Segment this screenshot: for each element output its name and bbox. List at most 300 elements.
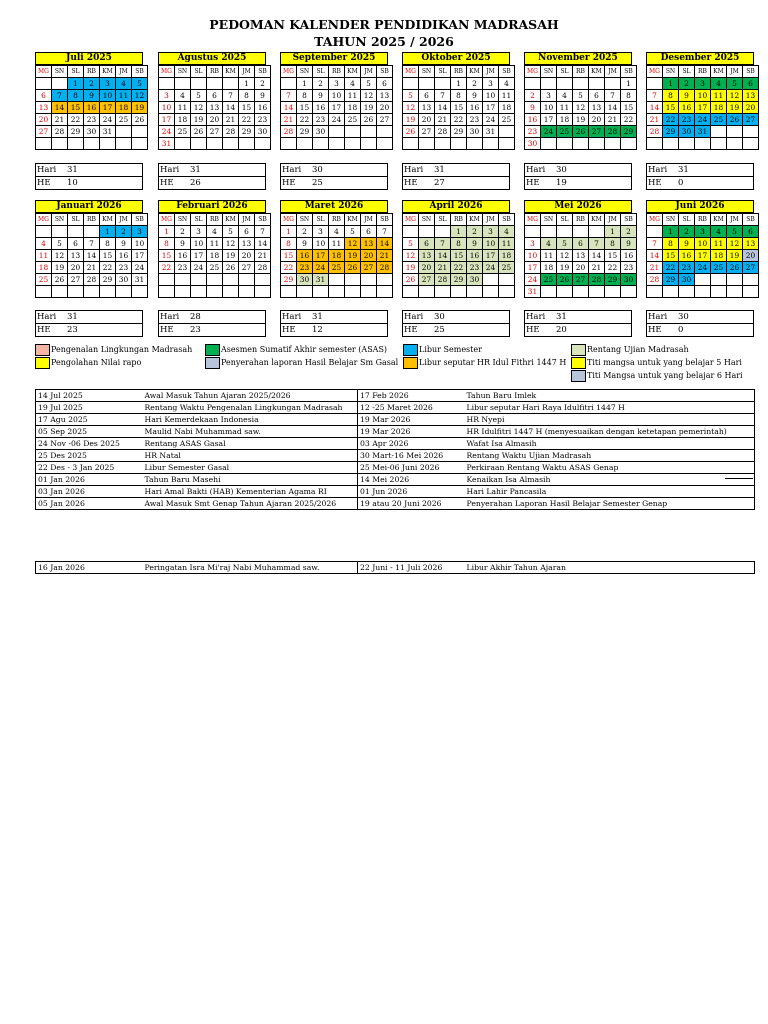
weekday-header: RB xyxy=(573,214,589,226)
day-cell: 15 xyxy=(451,250,467,262)
day-cell xyxy=(605,138,621,150)
event-desc: Awal Masuk Smt Genap Tahun Ajaran 2025/2026 xyxy=(143,498,358,510)
day-cell xyxy=(159,78,175,90)
month-table xyxy=(280,65,393,150)
day-cell: 30 xyxy=(84,126,100,138)
summary-label: Hari xyxy=(648,165,668,175)
day-cell xyxy=(345,138,361,150)
day-cell: 5 xyxy=(727,226,743,238)
summary-value: 12 xyxy=(312,325,323,335)
month-title: September 2025 xyxy=(280,52,388,65)
day-cell: 10 xyxy=(159,102,175,114)
day-cell: 5 xyxy=(557,238,573,250)
day-cell: 26 xyxy=(361,114,377,126)
event-desc: Wafat Isa Almasih xyxy=(465,438,755,450)
day-cell: 18 xyxy=(557,114,573,126)
day-cell xyxy=(255,274,271,286)
day-cell: 6 xyxy=(573,238,589,250)
day-cell: 3 xyxy=(159,90,175,102)
event-date: 19 Mar 2026 xyxy=(358,426,465,438)
weekday-header: JM xyxy=(483,214,499,226)
day-cell: 3 xyxy=(313,226,329,238)
weekday-header: SN xyxy=(663,214,679,226)
month-table xyxy=(402,213,515,298)
event-desc: Maulid Nabi Muhammad saw. xyxy=(143,426,358,438)
day-cell: 5 xyxy=(191,90,207,102)
day-cell: 29 xyxy=(281,274,297,286)
day-cell: 6 xyxy=(419,238,435,250)
day-cell: 5 xyxy=(403,238,419,250)
day-cell: 22 xyxy=(663,114,679,126)
day-cell: 5 xyxy=(361,78,377,90)
day-cell: 23 xyxy=(116,262,132,274)
day-cell: 29 xyxy=(451,126,467,138)
day-cell: 1 xyxy=(605,226,621,238)
day-cell xyxy=(68,226,84,238)
summary-label: Hari xyxy=(282,312,302,322)
day-cell: 6 xyxy=(743,78,759,90)
day-cell: 24 xyxy=(695,114,711,126)
summary-value: 0 xyxy=(678,178,684,188)
day-cell: 22 xyxy=(159,262,175,274)
day-cell: 8 xyxy=(451,238,467,250)
event-date: 19 atau 20 Juni 2026 xyxy=(358,498,465,510)
weekday-header: MG xyxy=(36,214,52,226)
day-cell: 22 xyxy=(621,114,637,126)
month-table xyxy=(646,213,759,298)
weekday-header: SL xyxy=(313,214,329,226)
summary-days-row xyxy=(402,163,510,177)
event-date: 17 Feb 2026 xyxy=(358,390,465,402)
month-table xyxy=(280,213,393,298)
day-cell xyxy=(573,226,589,238)
day-cell: 7 xyxy=(435,90,451,102)
day-cell xyxy=(541,138,557,150)
day-cell: 19 xyxy=(361,102,377,114)
day-cell xyxy=(403,286,419,298)
day-cell: 6 xyxy=(239,226,255,238)
month-table xyxy=(402,65,515,150)
day-cell xyxy=(132,126,148,138)
title-line-2: TAHUN 2025 / 2026 xyxy=(314,34,454,49)
weekday-header: KM xyxy=(467,214,483,226)
day-cell: 20 xyxy=(419,114,435,126)
day-cell: 27 xyxy=(743,114,759,126)
event-desc: Kenaikan Isa Almasih xyxy=(465,474,755,486)
event-desc: Tahun Baru Imlek xyxy=(465,390,755,402)
legend-label: Pengenalan Lingkungan Madrasah xyxy=(51,345,193,354)
day-cell: 5 xyxy=(223,226,239,238)
day-cell: 8 xyxy=(281,238,297,250)
day-cell: 27 xyxy=(419,274,435,286)
summary-label: HE xyxy=(37,178,51,188)
day-cell: 7 xyxy=(647,238,663,250)
day-cell: 28 xyxy=(281,126,297,138)
legend xyxy=(35,344,755,384)
day-cell xyxy=(132,138,148,150)
day-cell: 14 xyxy=(589,250,605,262)
day-cell: 25 xyxy=(557,126,573,138)
day-cell xyxy=(727,126,743,138)
summary-value: 0 xyxy=(678,325,684,335)
day-cell: 7 xyxy=(223,90,239,102)
event-date: 03 Apr 2026 xyxy=(358,438,465,450)
day-cell: 9 xyxy=(525,102,541,114)
day-cell: 11 xyxy=(711,90,727,102)
day-cell: 12 xyxy=(345,238,361,250)
day-cell xyxy=(239,286,255,298)
day-cell: 24 xyxy=(100,114,116,126)
day-cell: 14 xyxy=(435,250,451,262)
legend-label: Libur Semester xyxy=(419,345,482,354)
day-cell: 3 xyxy=(541,90,557,102)
day-cell: 22 xyxy=(605,262,621,274)
day-cell xyxy=(589,286,605,298)
day-cell: 20 xyxy=(68,262,84,274)
day-cell: 16 xyxy=(255,102,271,114)
summary-days-row xyxy=(524,163,632,177)
day-cell: 1 xyxy=(239,78,255,90)
day-cell: 30 xyxy=(621,274,637,286)
day-cell xyxy=(727,274,743,286)
day-cell xyxy=(345,274,361,286)
day-cell: 8 xyxy=(297,90,313,102)
day-cell: 15 xyxy=(621,102,637,114)
day-cell: 9 xyxy=(621,238,637,250)
summary-value: 31 xyxy=(190,165,201,175)
day-cell: 29 xyxy=(239,126,255,138)
day-cell: 15 xyxy=(451,102,467,114)
weekday-header: RB xyxy=(695,214,711,226)
day-cell: 20 xyxy=(419,262,435,274)
day-cell xyxy=(541,286,557,298)
month-summary xyxy=(280,310,388,337)
day-cell: 11 xyxy=(345,90,361,102)
day-cell: 4 xyxy=(499,226,515,238)
month-table xyxy=(35,65,148,150)
day-cell: 4 xyxy=(36,238,52,250)
day-cell: 10 xyxy=(483,238,499,250)
legend-swatch xyxy=(571,357,586,369)
day-cell xyxy=(647,286,663,298)
day-cell: 16 xyxy=(467,102,483,114)
day-cell: 15 xyxy=(159,250,175,262)
weekday-header: RB xyxy=(451,214,467,226)
legend-swatch xyxy=(403,344,418,356)
day-cell: 14 xyxy=(281,102,297,114)
day-cell xyxy=(499,126,515,138)
day-cell xyxy=(68,286,84,298)
event-date: 01 Jan 2026 xyxy=(36,474,143,486)
day-cell: 26 xyxy=(191,126,207,138)
day-cell: 10 xyxy=(329,90,345,102)
weekday-header: SL xyxy=(68,66,84,78)
day-cell: 1 xyxy=(159,226,175,238)
weekday-header: SN xyxy=(663,66,679,78)
day-cell: 27 xyxy=(68,274,84,286)
day-cell: 19 xyxy=(403,114,419,126)
event-date: 16 Jan 2026 xyxy=(36,562,143,574)
day-cell: 29 xyxy=(68,126,84,138)
day-cell xyxy=(52,78,68,90)
weekday-header: JM xyxy=(605,214,621,226)
day-cell: 28 xyxy=(223,126,239,138)
event-date: 19 Mar 2026 xyxy=(358,414,465,426)
month-summary xyxy=(402,310,510,337)
legend-swatch xyxy=(35,344,50,356)
month-title: Agustus 2025 xyxy=(158,52,266,65)
day-cell: 5 xyxy=(52,238,68,250)
day-cell: 8 xyxy=(68,90,84,102)
event-desc: HR Natal xyxy=(143,450,358,462)
day-cell: 3 xyxy=(191,226,207,238)
event-row xyxy=(36,438,755,450)
day-cell: 7 xyxy=(377,226,393,238)
day-cell: 26 xyxy=(557,274,573,286)
day-cell: 2 xyxy=(679,226,695,238)
weekday-header: MG xyxy=(647,214,663,226)
day-cell: 17 xyxy=(525,262,541,274)
day-cell: 25 xyxy=(329,262,345,274)
weekday-header: SB xyxy=(377,66,393,78)
day-cell xyxy=(329,274,345,286)
day-cell: 12 xyxy=(132,90,148,102)
day-cell xyxy=(483,138,499,150)
day-cell: 10 xyxy=(695,238,711,250)
summary-value: 31 xyxy=(556,312,567,322)
day-cell: 19 xyxy=(223,250,239,262)
month-summary xyxy=(646,310,754,337)
event-desc: Peringatan Isra Mi'raj Nabi Muhammad saw. xyxy=(143,562,358,574)
day-cell xyxy=(605,286,621,298)
day-cell: 19 xyxy=(573,114,589,126)
day-cell: 2 xyxy=(679,78,695,90)
day-cell: 18 xyxy=(711,102,727,114)
event-row xyxy=(36,414,755,426)
month-table xyxy=(646,65,759,150)
day-cell: 23 xyxy=(679,262,695,274)
legend-swatch xyxy=(571,344,586,356)
day-cell: 30 xyxy=(467,126,483,138)
month-title: Oktober 2025 xyxy=(402,52,510,65)
day-cell: 18 xyxy=(499,102,515,114)
day-cell: 12 xyxy=(573,102,589,114)
day-cell: 28 xyxy=(647,274,663,286)
day-cell: 26 xyxy=(132,114,148,126)
day-cell: 2 xyxy=(84,78,100,90)
month-title: Januari 2026 xyxy=(35,200,143,213)
day-cell: 9 xyxy=(679,90,695,102)
day-cell xyxy=(36,78,52,90)
day-cell: 7 xyxy=(52,90,68,102)
day-cell: 28 xyxy=(435,126,451,138)
day-cell xyxy=(329,126,345,138)
day-cell xyxy=(483,286,499,298)
day-cell: 31 xyxy=(100,126,116,138)
day-cell: 24 xyxy=(695,262,711,274)
summary-label: Hari xyxy=(404,312,424,322)
day-cell: 20 xyxy=(361,250,377,262)
summary-value: 28 xyxy=(190,312,201,322)
weekday-header: RB xyxy=(207,66,223,78)
day-cell: 8 xyxy=(159,238,175,250)
summary-days-row xyxy=(280,163,388,177)
day-cell xyxy=(52,286,68,298)
day-cell xyxy=(175,274,191,286)
summary-days-row xyxy=(646,310,754,324)
event-row xyxy=(36,562,755,574)
weekday-header: JM xyxy=(727,214,743,226)
day-cell xyxy=(403,226,419,238)
event-desc: Libur Akhir Tahun Ajaran xyxy=(465,562,755,574)
day-cell: 23 xyxy=(255,114,271,126)
day-cell: 5 xyxy=(132,78,148,90)
day-cell xyxy=(191,286,207,298)
day-cell xyxy=(255,138,271,150)
legend-swatch xyxy=(403,357,418,369)
weekday-header: RB xyxy=(329,214,345,226)
day-cell: 31 xyxy=(132,274,148,286)
day-cell: 12 xyxy=(727,238,743,250)
summary-value: 31 xyxy=(67,312,78,322)
weekday-header: SL xyxy=(679,214,695,226)
summary-value: 19 xyxy=(556,178,567,188)
summary-days-row xyxy=(280,310,388,324)
legend-swatch xyxy=(571,370,586,382)
day-cell: 31 xyxy=(483,126,499,138)
day-cell xyxy=(605,78,621,90)
day-cell xyxy=(377,274,393,286)
day-cell: 16 xyxy=(679,102,695,114)
day-cell: 28 xyxy=(377,262,393,274)
summary-label: HE xyxy=(404,178,418,188)
summary-days-row xyxy=(35,163,143,177)
day-cell: 23 xyxy=(297,262,313,274)
day-cell: 1 xyxy=(100,226,116,238)
weekday-header: RB xyxy=(207,214,223,226)
month-table xyxy=(524,213,637,298)
legend-label: Pengolahan Nilai rapo xyxy=(51,358,142,367)
day-cell: 1 xyxy=(451,78,467,90)
weekday-header: JM xyxy=(239,66,255,78)
day-cell: 11 xyxy=(557,102,573,114)
day-cell: 6 xyxy=(377,78,393,90)
day-cell: 27 xyxy=(573,274,589,286)
day-cell: 21 xyxy=(589,262,605,274)
day-cell xyxy=(403,78,419,90)
day-cell xyxy=(589,226,605,238)
day-cell xyxy=(377,138,393,150)
legend-label: Rentang Ujian Madrasah xyxy=(587,345,689,354)
summary-value: 23 xyxy=(67,325,78,335)
day-cell: 3 xyxy=(483,226,499,238)
day-cell: 14 xyxy=(377,238,393,250)
weekday-header: SB xyxy=(377,214,393,226)
day-cell: 15 xyxy=(297,102,313,114)
weekday-header: SN xyxy=(297,214,313,226)
day-cell xyxy=(239,274,255,286)
day-cell: 4 xyxy=(207,226,223,238)
day-cell: 19 xyxy=(727,102,743,114)
day-cell: 29 xyxy=(451,274,467,286)
day-cell xyxy=(207,286,223,298)
month-calendar xyxy=(646,200,754,298)
day-cell: 27 xyxy=(377,114,393,126)
day-cell: 15 xyxy=(605,250,621,262)
summary-effective-row xyxy=(158,324,266,337)
day-cell: 4 xyxy=(557,90,573,102)
day-cell xyxy=(727,138,743,150)
day-cell: 6 xyxy=(589,90,605,102)
day-cell: 28 xyxy=(435,274,451,286)
day-cell: 24 xyxy=(159,126,175,138)
day-cell: 23 xyxy=(175,262,191,274)
day-cell: 9 xyxy=(84,90,100,102)
day-cell xyxy=(223,78,239,90)
day-cell: 21 xyxy=(435,114,451,126)
summary-value: 31 xyxy=(312,312,323,322)
day-cell: 11 xyxy=(36,250,52,262)
event-desc: HR Nyepi xyxy=(465,414,755,426)
day-cell xyxy=(525,226,541,238)
day-cell xyxy=(207,274,223,286)
day-cell: 26 xyxy=(403,126,419,138)
summary-value: 30 xyxy=(434,312,445,322)
day-cell: 23 xyxy=(467,114,483,126)
summary-value: 30 xyxy=(312,165,323,175)
summary-label: Hari xyxy=(160,312,180,322)
month-calendar xyxy=(35,52,143,150)
day-cell: 25 xyxy=(541,274,557,286)
day-cell: 3 xyxy=(483,78,499,90)
day-cell: 19 xyxy=(52,262,68,274)
day-cell: 12 xyxy=(727,90,743,102)
day-cell: 18 xyxy=(36,262,52,274)
summary-days-row xyxy=(524,310,632,324)
day-cell: 26 xyxy=(727,114,743,126)
weekday-header: SB xyxy=(255,214,271,226)
month-title: Maret 2026 xyxy=(280,200,388,213)
day-cell: 1 xyxy=(663,78,679,90)
day-cell: 27 xyxy=(361,262,377,274)
day-cell: 15 xyxy=(100,250,116,262)
event-date: 01 Jun 2026 xyxy=(358,486,465,498)
day-cell: 8 xyxy=(663,238,679,250)
day-cell: 22 xyxy=(100,262,116,274)
day-cell: 22 xyxy=(451,262,467,274)
day-cell: 18 xyxy=(499,250,515,262)
day-cell xyxy=(361,126,377,138)
day-cell xyxy=(483,274,499,286)
events-table xyxy=(35,389,755,510)
day-cell: 18 xyxy=(711,250,727,262)
day-cell: 13 xyxy=(743,90,759,102)
day-cell: 9 xyxy=(679,238,695,250)
day-cell xyxy=(36,286,52,298)
day-cell: 9 xyxy=(116,238,132,250)
day-cell: 21 xyxy=(647,262,663,274)
day-cell: 30 xyxy=(679,126,695,138)
day-cell xyxy=(573,138,589,150)
day-cell: 7 xyxy=(647,90,663,102)
weekday-header: MG xyxy=(159,66,175,78)
day-cell: 29 xyxy=(605,274,621,286)
day-cell xyxy=(557,138,573,150)
day-cell: 21 xyxy=(52,114,68,126)
summary-effective-row xyxy=(280,177,388,190)
day-cell xyxy=(663,138,679,150)
day-cell: 28 xyxy=(84,274,100,286)
